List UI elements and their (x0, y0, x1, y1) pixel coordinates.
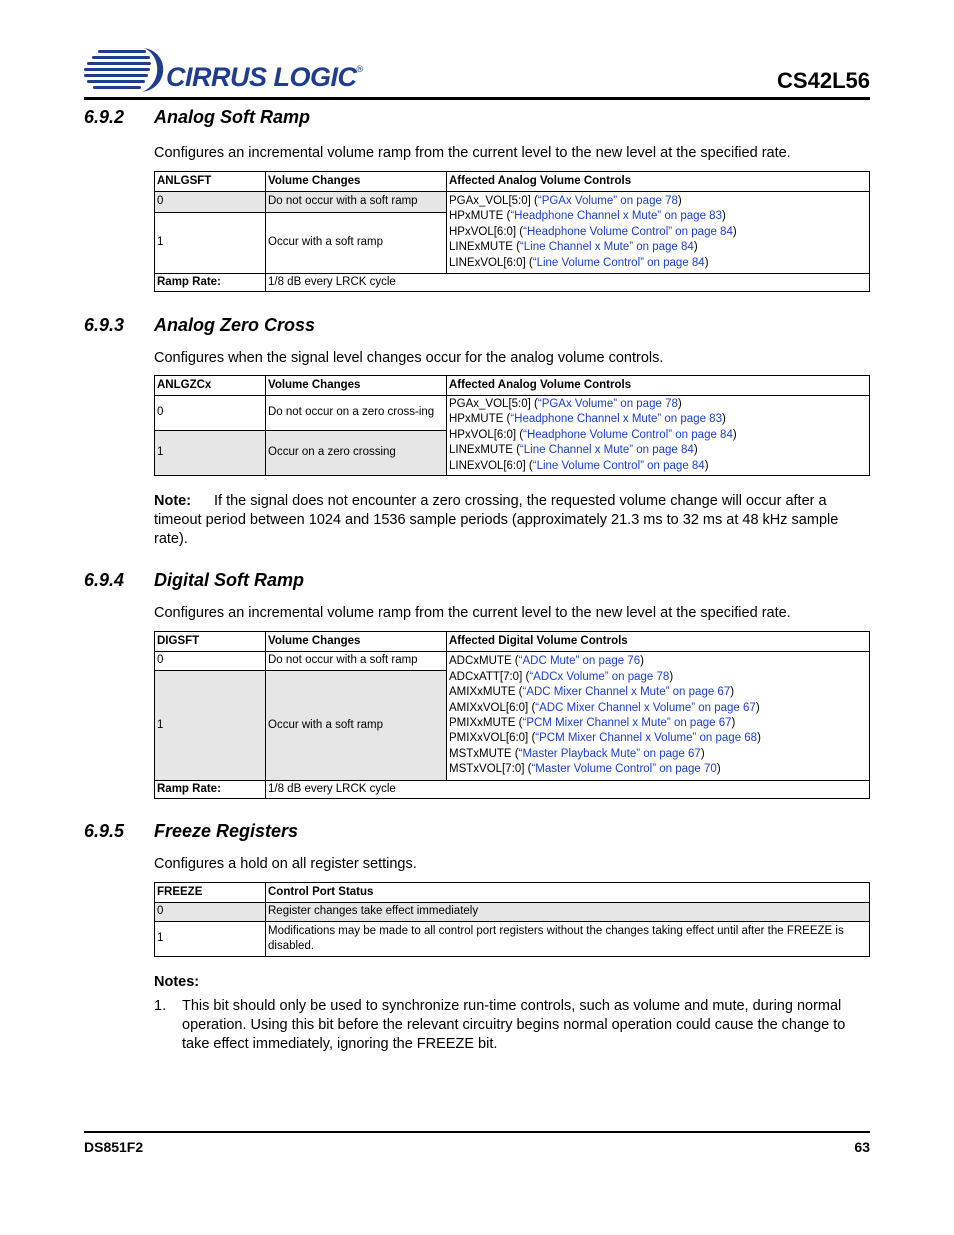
cross-ref-link[interactable]: “ADC Mixer Channel x Mute” on page 67 (522, 686, 731, 699)
control-line: PMIXxVOL[6:0] (“PCM Mixer Channel x Volume” on page 68) (449, 732, 761, 745)
header-cell: Affected Analog Volume Controls (447, 376, 870, 396)
section-heading-analog-soft-ramp: 6.9.2 Analog Soft Ramp (84, 107, 310, 127)
section-heading-analog-zero-cross: 6.9.3 Analog Zero Cross (84, 315, 316, 335)
section-description: Configures when the signal level changes occur for the analog volume controls. (154, 350, 664, 366)
footer-doc-number: DS851F2 (84, 1139, 144, 1155)
ramp-rate-value: 1/8 dB every LRCK cycle (266, 274, 870, 292)
cross-ref-link[interactable]: “PGAx Volume” on page 78 (537, 194, 678, 207)
header-cell: Volume Changes (266, 376, 447, 396)
cross-ref-link[interactable]: “Headphone Volume Control” on page 84 (523, 428, 733, 441)
control-line: LINExVOL[6:0] (“Line Volume Control” on page 84) (449, 256, 709, 269)
note-number: 1. (154, 998, 167, 1014)
cross-ref-link[interactable]: “ADCx Volume” on page 78 (529, 670, 670, 683)
note-text: If the signal does not encounter a zero crossing, the requested volume change will occur after a timeout period between 1024 and 1536 sample periods (approximately 21.3 ms to 32 ms at 48 kHz sample rate). (154, 493, 839, 547)
section-description: Configures an incremental volume ramp from the current level to the new level at the specified rate. (154, 145, 791, 161)
cross-ref-link[interactable]: “Headphone Channel x Mute” on page 83 (510, 413, 722, 426)
control-line: HPxMUTE (“Headphone Channel x Mute” on page 83) (449, 413, 726, 426)
control-line: MSTxMUTE (“Master Playback Mute” on page 67) (449, 747, 705, 760)
ramp-rate-label: Ramp Rate: (155, 274, 266, 292)
affected-controls-cell (447, 396, 870, 476)
desc-cell: Do not occur with a soft ramp (266, 192, 447, 213)
list-item (154, 997, 870, 1054)
control-line: HPxVOL[6:0] (“Headphone Volume Control” on page 84) (449, 428, 737, 441)
control-line: HPxVOL[6:0] (“Headphone Volume Control” on page 84) (449, 225, 737, 238)
affected-controls-cell (447, 652, 870, 781)
control-line: PMIXxMUTE (“PCM Mixer Channel x Mute” on page 67) (449, 717, 736, 729)
footer-divider (84, 1131, 870, 1133)
note-label: Note: (154, 493, 192, 509)
control-line: PGAx_VOL[5:0] (“PGAx Volume” on page 78) (449, 398, 682, 410)
table-header-row (155, 376, 870, 396)
zero-cross-note (154, 492, 870, 549)
cross-ref-link[interactable]: “Master Volume Control” on page 70 (531, 763, 717, 776)
control-line: MSTxVOL[7:0] (“Master Volume Control” on page 70) (449, 763, 721, 776)
cross-ref-link[interactable]: “Headphone Channel x Mute” on page 83 (510, 210, 722, 223)
note-text: This bit should only be used to synchronize run-time controls, such as volume and mute, during normal operation. Using this bit before the relevant circuitry begins normal operation could cause the change to take effect immediately, ignoring the FREEZE bit. (182, 998, 846, 1052)
header-cell: Affected Analog Volume Controls (447, 172, 870, 192)
header-cell: ANLGSFT (155, 172, 266, 192)
document-id: CS42L56 (777, 68, 870, 93)
section-description: Configures a hold on all register settings. (154, 856, 417, 872)
desc-cell: Occur on a zero crossing (266, 430, 447, 475)
control-line: ADCxATT[7:0] (“ADCx Volume” on page 78) (449, 670, 674, 683)
control-line: AMIXxMUTE (“ADC Mixer Channel x Mute” on page 67) (449, 686, 735, 699)
control-line: PGAx_VOL[5:0] (“PGAx Volume” on page 78) (449, 194, 682, 207)
value-cell: 0 (155, 903, 266, 922)
table-row (155, 396, 870, 431)
cross-ref-link[interactable]: “PCM Mixer Channel x Mute” on page 67 (522, 717, 732, 729)
cross-ref-link[interactable]: “Line Channel x Mute” on page 84 (519, 444, 694, 457)
anlgzcx-table (154, 375, 870, 476)
ramp-rate-label: Ramp Rate: (155, 781, 266, 799)
value-cell: 1 (155, 671, 266, 781)
cross-ref-link[interactable]: “Line Volume Control” on page 84 (532, 256, 705, 269)
desc-cell: Do not occur on a zero cross-ing (266, 396, 447, 431)
ramp-rate-value: 1/8 dB every LRCK cycle (266, 781, 870, 799)
cross-ref-link[interactable]: “Master Playback Mute” on page 67 (518, 747, 701, 760)
desc-cell: Occur with a soft ramp (266, 213, 447, 274)
notes-heading: Notes: (154, 974, 200, 990)
control-line: ADCxMUTE (“ADC Mute” on page 76) (449, 655, 644, 668)
header-cell: Volume Changes (266, 172, 447, 192)
control-line: HPxMUTE (“Headphone Channel x Mute” on page 83) (449, 210, 726, 223)
ramp-rate-row (155, 781, 870, 799)
desc-cell: Modifications may be made to all control port registers without the changes taking effect until after the FREEZE is disabled. (266, 922, 870, 957)
table-header-row (155, 172, 870, 192)
logo-wordmark: CIRRUS LOGIC® (166, 62, 363, 92)
cross-ref-link[interactable]: “ADC Mixer Channel x Volume” on page 67 (535, 701, 756, 714)
table-header-row (155, 632, 870, 652)
header-cell: Affected Digital Volume Controls (447, 632, 870, 652)
header-cell: Volume Changes (266, 632, 447, 652)
notes-list (154, 997, 870, 1054)
control-line: LINExMUTE (“Line Channel x Mute” on page 84) (449, 241, 698, 254)
cross-ref-link[interactable]: “Headphone Volume Control” on page 84 (523, 225, 733, 238)
logo-swoosh-icon (84, 44, 174, 96)
footer-page-number: 63 (854, 1139, 870, 1155)
control-line: LINExVOL[6:0] (“Line Volume Control” on page 84) (449, 459, 709, 472)
value-cell: 0 (155, 396, 266, 431)
control-line: AMIXxVOL[6:0] (“ADC Mixer Channel x Volume” on page 67) (449, 701, 760, 714)
section-heading-freeze-registers: 6.9.5 Freeze Registers (84, 821, 299, 841)
desc-cell: Occur with a soft ramp (266, 671, 447, 781)
table-row (155, 922, 870, 957)
header-cell: Control Port Status (266, 883, 870, 903)
cross-ref-link[interactable]: “ADC Mute” on page 76 (518, 655, 641, 668)
table-row (155, 192, 870, 213)
freeze-table (154, 882, 870, 957)
desc-cell: Do not occur with a soft ramp (266, 652, 447, 671)
digsft-table (154, 631, 870, 799)
cross-ref-link[interactable]: “Line Channel x Mute” on page 84 (519, 241, 694, 254)
table-row (155, 903, 870, 922)
header-divider (84, 97, 870, 100)
value-cell: 1 (155, 430, 266, 475)
cross-ref-link[interactable]: “PCM Mixer Channel x Volume” on page 68 (535, 732, 758, 745)
desc-cell: Register changes take effect immediately (266, 903, 870, 922)
section-heading-digital-soft-ramp: 6.9.4 Digital Soft Ramp (84, 570, 305, 590)
ramp-rate-row (155, 274, 870, 292)
cirrus-logic-logo (84, 44, 374, 96)
anlgsft-table (154, 171, 870, 292)
cross-ref-link[interactable]: “Line Volume Control” on page 84 (532, 459, 705, 472)
affected-controls-cell (447, 192, 870, 274)
value-cell: 1 (155, 922, 266, 957)
cross-ref-link[interactable]: “PGAx Volume” on page 78 (537, 398, 678, 410)
table-row (155, 652, 870, 671)
header-cell: ANLGZCx (155, 376, 266, 396)
control-line: LINExMUTE (“Line Channel x Mute” on page 84) (449, 444, 698, 457)
value-cell: 0 (155, 192, 266, 213)
value-cell: 0 (155, 652, 266, 671)
section-description: Configures an incremental volume ramp from the current level to the new level at the specified rate. (154, 605, 791, 621)
header-cell: FREEZE (155, 883, 266, 903)
header-cell: DIGSFT (155, 632, 266, 652)
table-header-row (155, 883, 870, 903)
value-cell: 1 (155, 213, 266, 274)
